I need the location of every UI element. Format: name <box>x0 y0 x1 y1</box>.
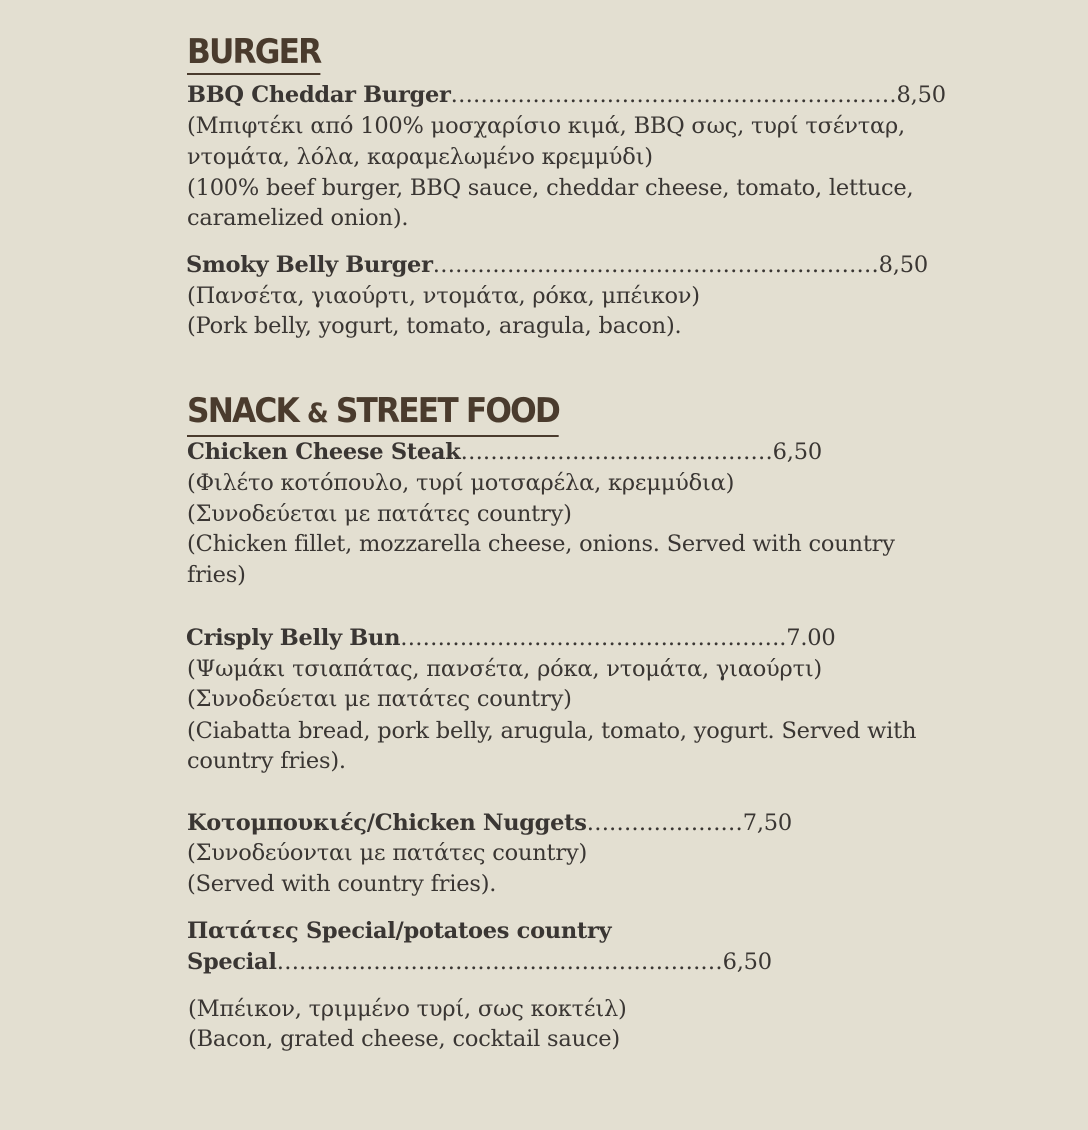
menu-item-price: 8,50 <box>896 82 946 108</box>
menu-item-desc-en: (100% beef burger, BBQ sauce, cheddar cheese, tomato, lettuce, <box>187 175 914 201</box>
menu-item-name: Κοτομπουκιές/Chicken Nuggets <box>187 810 587 836</box>
leader-dots: ……………………………………………. <box>400 625 787 651</box>
menu-item-desc-en: (Chicken fillet, mozzarella cheese, onions. Served with country <box>187 531 895 557</box>
leader-dots: …………………………………………………… <box>450 82 897 108</box>
menu-item-desc-gr: (Πανσέτα, γιαούρτι, ντομάτα, ρόκα, μπέικον) <box>187 283 700 309</box>
leader-dots: …………………………………… <box>460 439 773 465</box>
section-heading-text: BURGER <box>187 32 321 72</box>
menu-item-desc-gr: (Συνοδεύονται με πατάτες country) <box>187 840 588 866</box>
leader-dots: ………………… <box>586 810 743 836</box>
menu-item-desc-en: caramelized onion). <box>187 205 409 231</box>
menu-item-name: Special <box>187 949 277 975</box>
menu-item-title-line <box>187 80 946 110</box>
menu-item-title-line <box>187 808 792 838</box>
menu-item-title-line <box>187 947 772 977</box>
menu-item-desc-gr: (Συνοδεύεται με πατάτες country) <box>187 501 572 527</box>
menu-item-desc-gr: ντομάτα, λόλα, καραμελωμένο κρεμμύδι) <box>187 144 653 170</box>
menu-item-name: Πατάτες Special/potatoes country <box>187 918 612 944</box>
menu-item-name: Smoky Belly Burger <box>186 252 433 278</box>
menu-item-name: Chicken Cheese Steak <box>187 439 461 465</box>
menu-item-price: 6,50 <box>722 949 772 975</box>
leader-dots: …………………………………………………… <box>276 949 723 975</box>
menu-item-desc-gr: (Συνοδεύεται με πατάτες country) <box>187 686 572 712</box>
menu-item-title-line <box>186 623 836 653</box>
section-heading-text: SNACK <box>187 391 307 431</box>
menu-item-desc-gr: (Μπιφτέκι από 100% μοσχαρίσιο κιμά, BBQ σως, τυρί τσένταρ, <box>187 113 905 139</box>
section-heading-snack <box>187 392 559 437</box>
menu-item-name: Crisply Belly Bun <box>186 625 401 651</box>
leader-dots: …………………………………………………… <box>432 252 879 278</box>
menu-item-desc-en: (Bacon, grated cheese, cocktail sauce) <box>188 1026 620 1052</box>
menu-item-desc-en: country fries). <box>187 748 346 774</box>
menu-item-desc-gr: (Φιλέτο κοτόπουλο, τυρί μοτσαρέλα, κρεμμύδια) <box>187 470 735 496</box>
menu-item-desc-gr: (Μπέικον, τριμμένο τυρί, σως κοκτέιλ) <box>188 996 627 1022</box>
menu-item-price: 7,50 <box>742 810 793 836</box>
section-heading-ampersand: & <box>306 398 327 429</box>
menu-item-title-line <box>187 437 822 467</box>
section-heading-text: STREET FOOD <box>326 391 560 431</box>
section-heading-burger <box>187 33 320 75</box>
menu-item-desc-gr: (Ψωμάκι τσιαπάτας, πανσέτα, ρόκα, ντομάτα, γιαούρτι) <box>187 656 823 682</box>
menu-item-title-line <box>186 250 928 280</box>
menu-item-desc-en: fries) <box>187 562 246 588</box>
menu-item-price: 8,50 <box>878 252 928 278</box>
menu-item-desc-en: (Pork belly, yogurt, tomato, aragula, bacon). <box>187 313 682 339</box>
menu-item-price: 7.00 <box>786 625 836 651</box>
menu-item-name: BBQ Cheddar Burger <box>187 82 451 108</box>
menu-item-price: 6,50 <box>772 439 822 465</box>
menu-item-desc-en: (Served with country fries). <box>187 871 497 897</box>
menu-item-desc-en: (Ciabatta bread, pork belly, arugula, tomato, yogurt. Served with <box>187 718 917 744</box>
